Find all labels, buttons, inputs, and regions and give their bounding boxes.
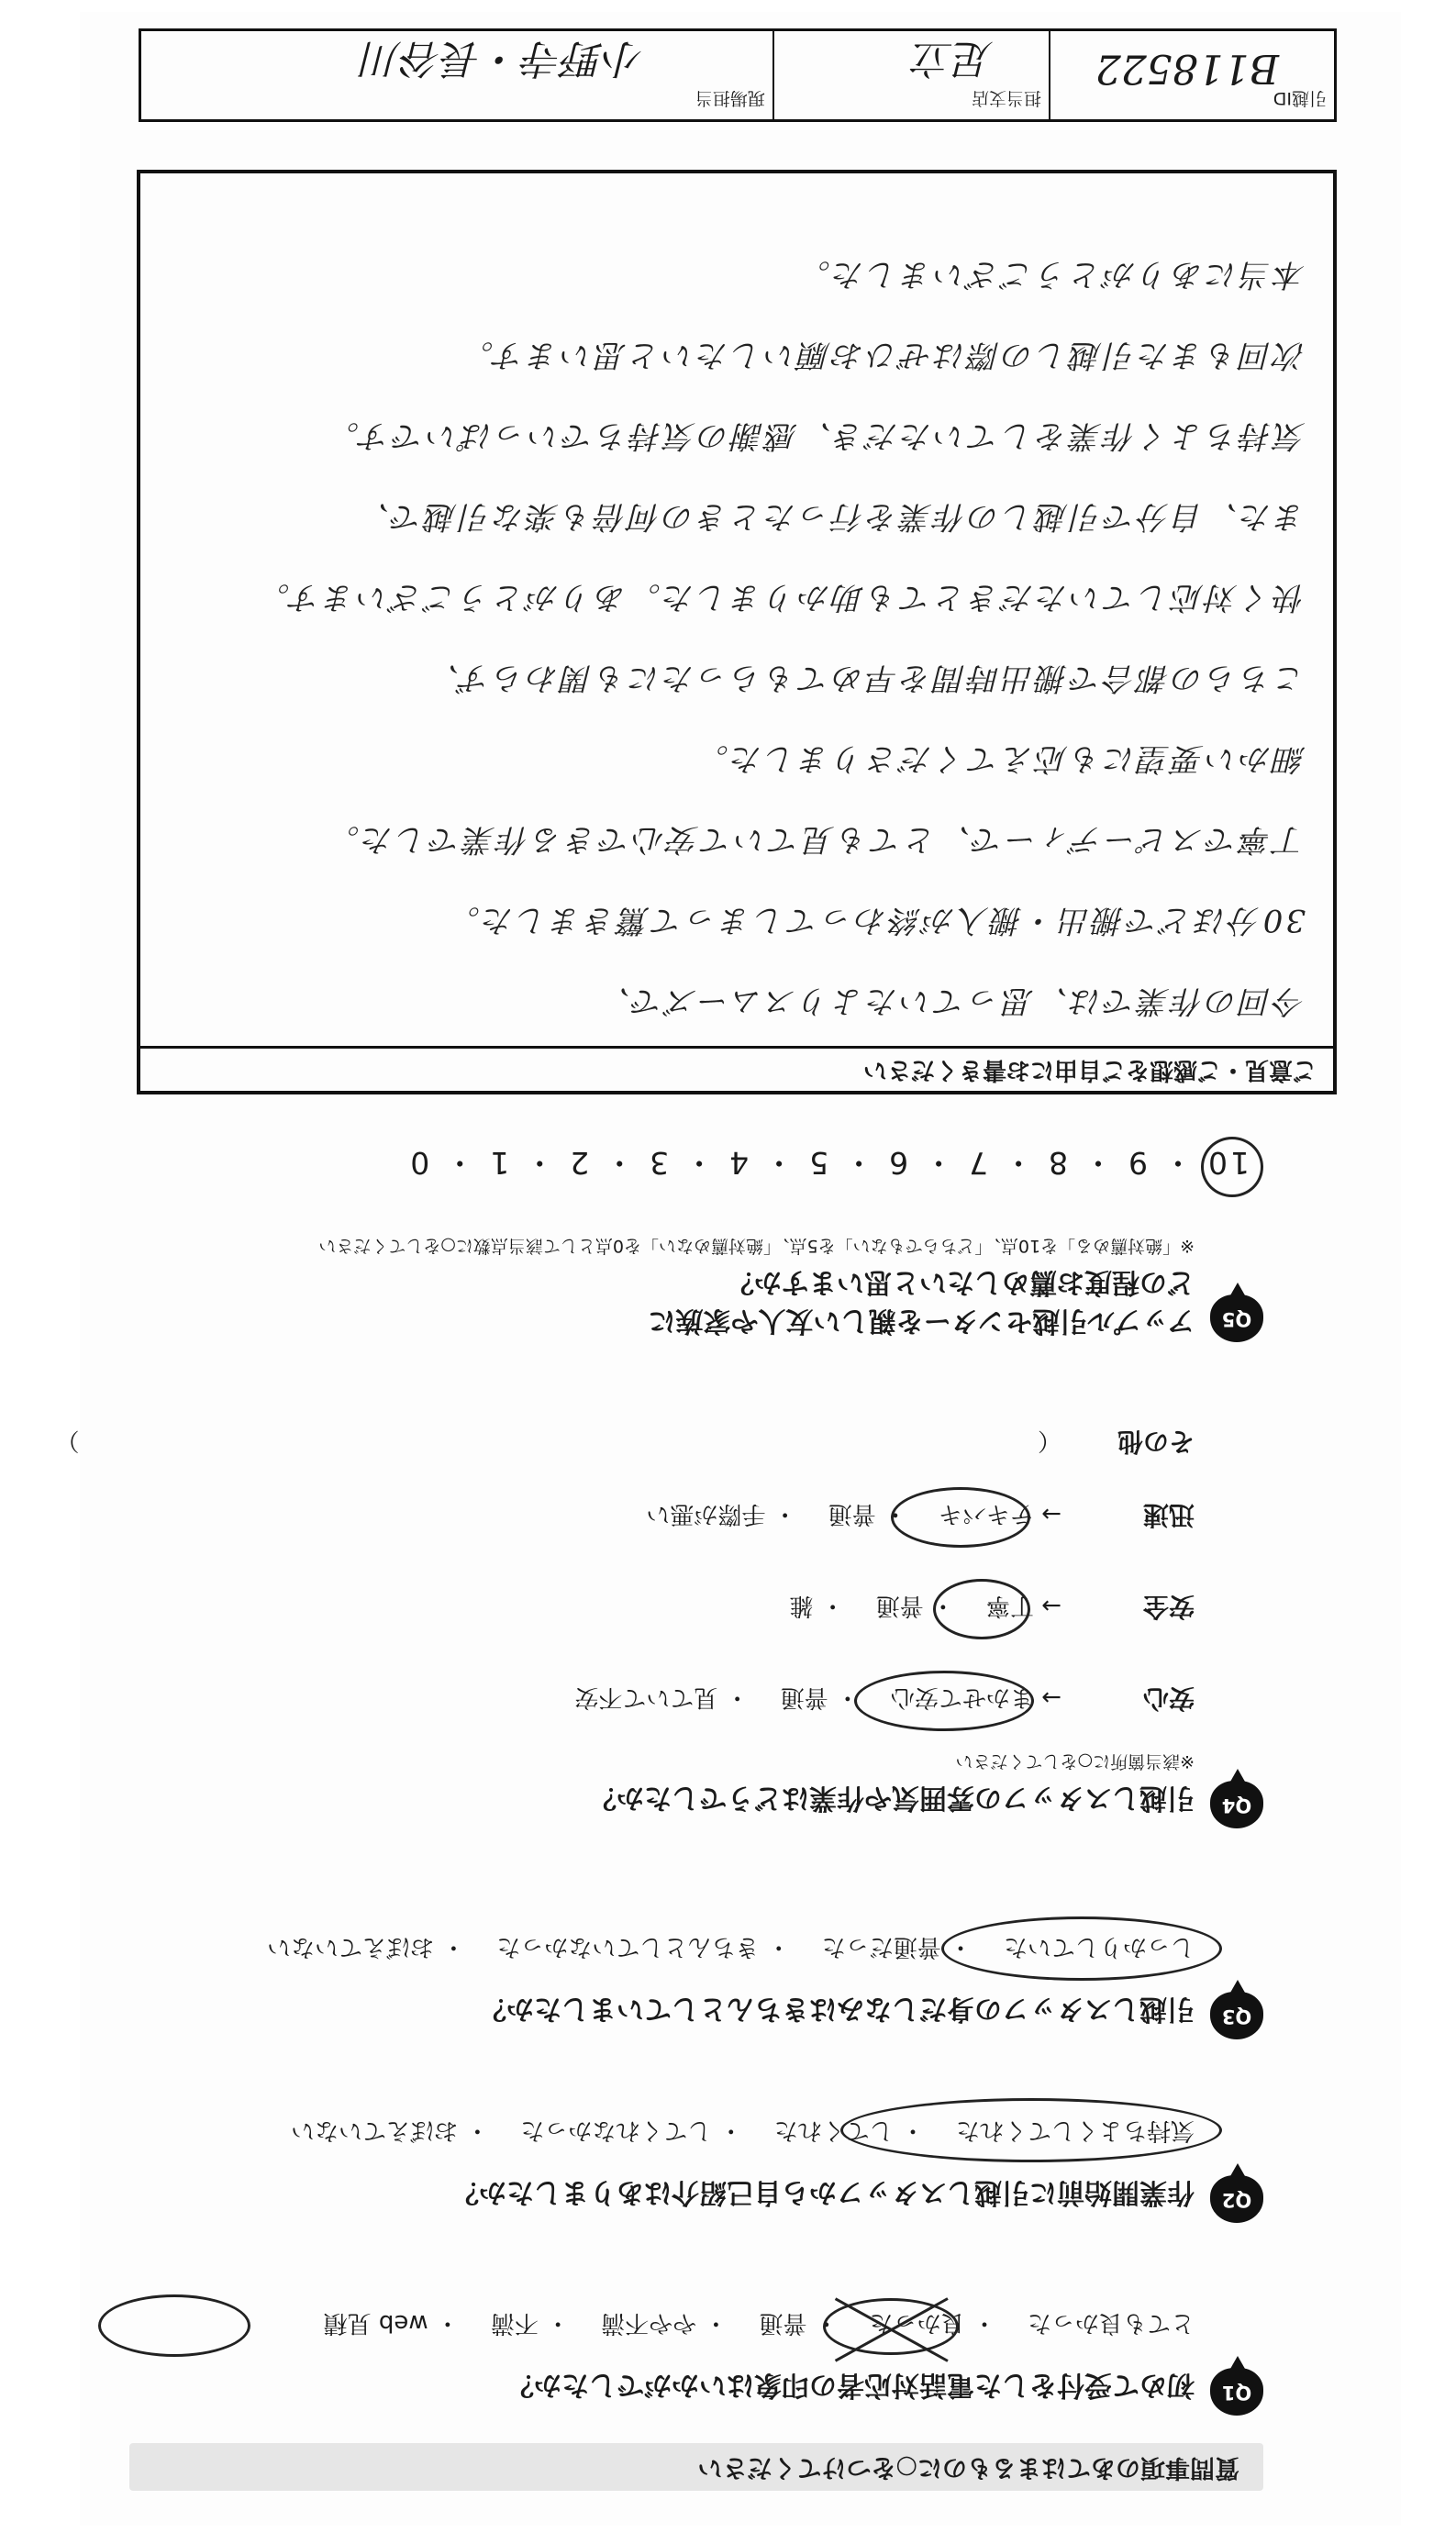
q5-note: ※「絶対薦める」を10点、「どちらでもない」を5点、「絶対薦めない」を0点として該当点数に○をしてください — [318, 1236, 1195, 1256]
q2-option-2[interactable]: してくれた — [773, 2116, 894, 2144]
q4-row-sonota — [24, 1426, 1061, 1460]
footer-id-label: 引越ID — [1273, 88, 1327, 108]
footer-leader-cell — [141, 31, 772, 119]
footer-id-value[interactable]: B118522 — [1095, 45, 1279, 92]
comment-line-9: 次回もまた引越しの際はぜひお願いしたいと思います。 — [459, 337, 1306, 373]
q5-question-line2: どの程度お薦めしたいと思いますか？ — [727, 1266, 1195, 1298]
q4-row-anzen: → 丁寧・ 普通・ 雑 — [758, 1591, 1061, 1625]
comment-line-6: 快く対応していただきとても助かりました。ありがとうございます。 — [255, 579, 1306, 616]
q5-badge: Q5 — [1210, 1294, 1263, 1342]
survey-paper — [55, 12, 1401, 2526]
q1-option-6[interactable]: web 見積 — [323, 2309, 428, 2337]
q4-badge: Q4 — [1210, 1781, 1263, 1828]
q4-jinsoku-opt-1[interactable]: テキパキ — [938, 1500, 1034, 1528]
q4-anzen-opt-1[interactable]: 丁寧 — [985, 1592, 1034, 1619]
footer-leader-label: 現場担当 — [695, 88, 765, 108]
q1-option-2[interactable]: 良かった — [869, 2309, 965, 2337]
q4-anshin-opt-2[interactable]: 普通 — [780, 1683, 828, 1711]
q4-anshin-opt-1[interactable]: まかせて安心 — [890, 1683, 1034, 1711]
q4-row-jinsoku-label: 迅速 — [1142, 1500, 1195, 1530]
q4-sonota-open[interactable]: （ — [1037, 1427, 1061, 1454]
q4-circle-anzen — [933, 1579, 1030, 1639]
q1-circle-web — [98, 2294, 250, 2357]
q1-options: とても良かった・ 良かった・ 普通・ やや不満・ 不満・ web 見積 — [293, 2308, 1195, 2342]
footer-id-cell — [1049, 31, 1334, 119]
q2-question: 作業開始前に引越しスタッフから自己紹介はありましたか？ — [451, 2176, 1195, 2208]
q4-circle-jinsoku — [891, 1487, 1030, 1548]
q1-badge: Q1 — [1210, 2368, 1263, 2416]
comment-line-1: 今回の作業では、思っていたよりスムーズで、 — [596, 983, 1306, 1019]
comment-heading: ご意見・ご感想をご自由にお書きください — [140, 1046, 1333, 1091]
instruction-header: 質問事項のあてはまるものに○をつけてください — [129, 2443, 1263, 2491]
q3-badge: Q3 — [1210, 1992, 1263, 2039]
q4-jinsoku-opt-2[interactable]: 普通 — [828, 1500, 876, 1528]
q3-circle — [941, 1916, 1222, 1981]
comment-line-10: 本当にありがとうございました。 — [796, 256, 1306, 293]
q4-circle-anshin — [854, 1671, 1034, 1731]
q1-question: 初めて受付をした電話対応者の印象はいかがでしたか？ — [506, 2369, 1195, 2401]
comment-line-5: こちらの都合で搬出時間を早めてもらったにも関わらず、 — [425, 660, 1306, 696]
q4-anzen-opt-3[interactable]: 雑 — [789, 1592, 814, 1619]
q3-option-4[interactable]: おぼえていない — [267, 1933, 435, 1961]
q4-anshin-opt-3[interactable]: 見ていて不安 — [574, 1683, 718, 1711]
comment-line-7: また、自分で引越しの作業を行ったときの何倍も楽な引越で、 — [355, 498, 1306, 535]
q3-question: 引越しスタッフの身だしなみはきちんとしていましたか？ — [479, 1993, 1195, 2025]
q4-row-anzen-label: 安全 — [1142, 1592, 1195, 1622]
q1-option-3[interactable]: 普通 — [759, 2309, 807, 2337]
q4-row-jinsoku: → テキパキ・ 普通・ 手際が悪い — [615, 1499, 1061, 1533]
q4-sonota-close: ） — [55, 1427, 80, 1454]
q5-score-scale[interactable]: 10 ・ 9 ・ 8 ・ 7 ・ 6 ・ 5 ・ 4 ・ 3 ・ 2 ・ 1 ・ 0 — [407, 1145, 1250, 1181]
q4-row-sonota-label: その他 — [1117, 1427, 1195, 1457]
q1-circle-crossed — [823, 2298, 959, 2355]
comment-line-4: 細かい要望にも応えてくださりました。 — [695, 740, 1306, 777]
q4-row-anshin-label: 安心 — [1142, 1683, 1195, 1714]
q5-question-line1: アップル引越センターを親しい友人や家族に — [648, 1305, 1195, 1337]
q4-jinsoku-opt-3[interactable]: 手際が悪い — [646, 1500, 766, 1528]
q2-option-4[interactable]: おぼえていない — [291, 2116, 459, 2144]
q2-badge: Q2 — [1210, 2175, 1263, 2223]
footer-table — [139, 28, 1337, 122]
q2-options: 気持ちよくしてくれた・ してくれた・ してくれなかった・ おぼえていない — [260, 2116, 1195, 2150]
q1-option-1[interactable]: とても良かった — [1027, 2309, 1195, 2337]
q2-option-3[interactable]: してくれなかった — [520, 2116, 712, 2144]
q4-question: 引越しスタッフの雰囲気や作業はどうでしたか？ — [589, 1782, 1195, 1814]
footer-leader-value[interactable]: 小野寺・長谷川 — [361, 35, 644, 82]
q4-anzen-opt-2[interactable]: 普通 — [875, 1592, 924, 1619]
q2-circle — [840, 2098, 1222, 2162]
q5-circle-10 — [1201, 1137, 1263, 1197]
comment-line-8: 気持ちよく作業をしていただき、感謝の気持ちでいっぱいです。 — [325, 417, 1306, 454]
q1-option-4[interactable]: やや不満 — [601, 2309, 697, 2337]
q3-option-1[interactable]: しっかりしていた — [1003, 1933, 1195, 1961]
comment-line-3: 丁寧でスピーディーで、とても見ていて安心できる作業でした。 — [325, 821, 1306, 858]
footer-branch-cell — [772, 31, 1049, 119]
comment-line-2: 30分ほどで搬出・搬入が終わってしまって驚きました。 — [446, 902, 1306, 939]
q4-note: ※該当箇所に○をしてください — [955, 1751, 1195, 1772]
q3-option-3[interactable]: きちんとしていなかった — [496, 1933, 760, 1961]
q4-row-anshin: → まかせて安心・ 普通・ 見ていて不安 — [543, 1683, 1061, 1716]
q3-option-2[interactable]: 普通だった — [821, 1933, 941, 1961]
q1-option-5[interactable]: 不満 — [490, 2309, 539, 2337]
q2-option-1[interactable]: 気持ちよくしてくれた — [955, 2116, 1195, 2144]
footer-branch-label: 担当支店 — [971, 88, 1041, 108]
q3-options: しっかりしていた・ 普通だった・ きちんとしていなかった・ おぼえていない — [236, 1932, 1195, 1966]
comment-box[interactable] — [137, 170, 1337, 1094]
footer-branch-value[interactable]: 足立 — [912, 35, 994, 82]
